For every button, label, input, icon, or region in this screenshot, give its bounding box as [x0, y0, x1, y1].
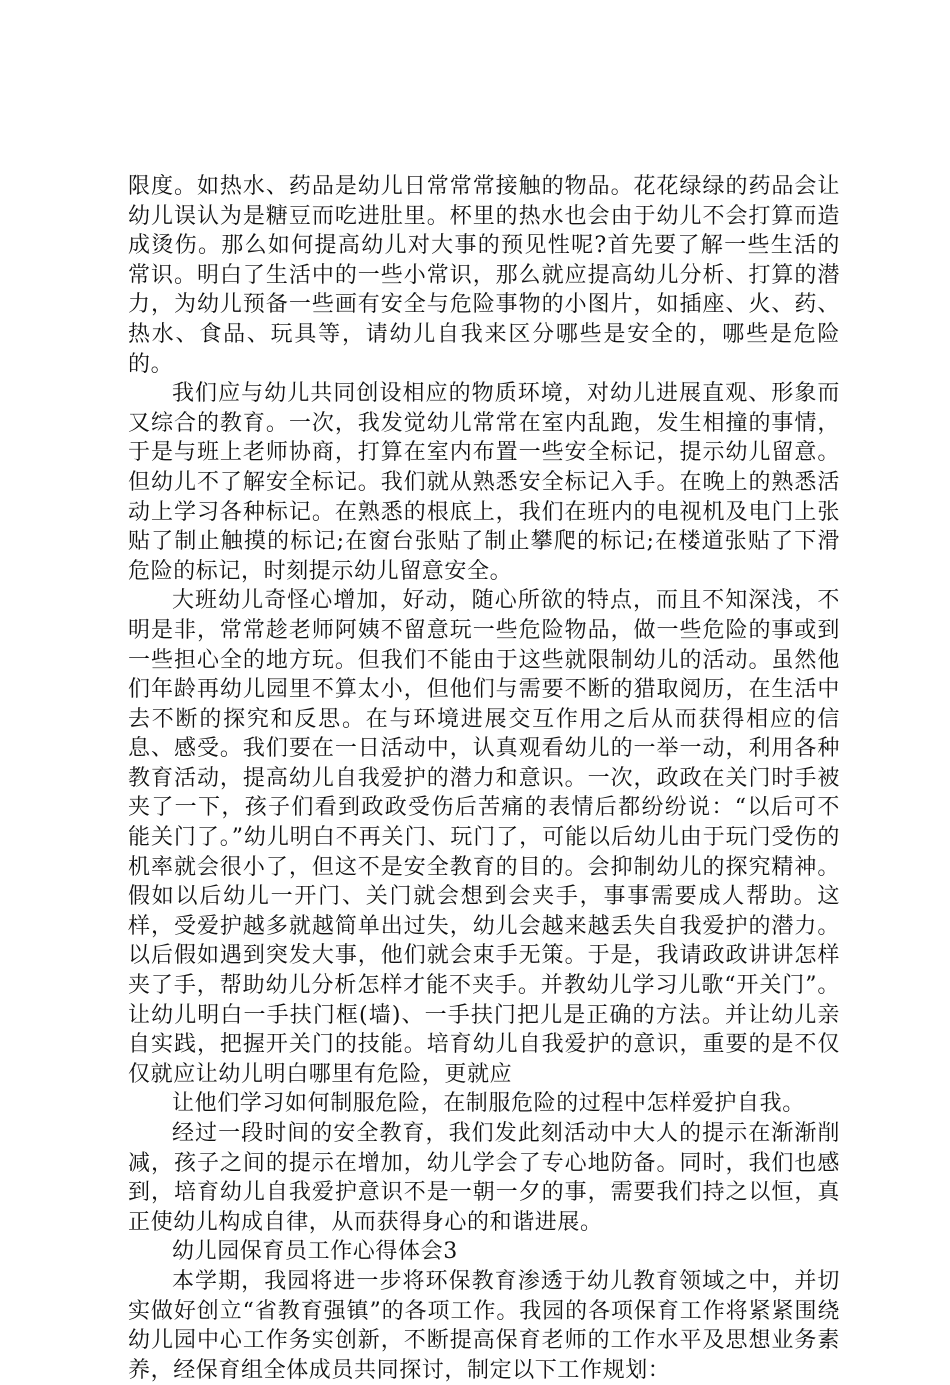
paragraph-semester-plan: 本学期，我园将进一步将环保教育渗透于幼儿教育领域之中，并切实做好创立“省教育强镇”的各项工作。我园的各项保育工作将紧紧围绕幼儿园中心工作务实创新，不断提高保育老师的工作水平及思想业务素养，经保育组全体成员共同探讨，制定以下工作规划： — [128, 1268, 840, 1383]
section-heading: 幼儿园保育员工作心得体会3 — [172, 1239, 458, 1265]
paragraph-safety-signs: 我们应与幼儿共同创设相应的物质环境，对幼儿进展直观、形象而又综合的教育。一次，我发觉幼儿常常在室内乱跑，发生相撞的事情，于是与班上老师协商，打算在室内布置一些安全标记，提示幼儿留意。但幼儿不了解安全标记。我们就从熟悉安全标记入手。在晚上的熟悉活动上学习各种标记。在熟悉的根底上，我们在班内的电视机及电门上张贴了制止触摸的标记;在窗台张贴了制止攀爬的标记;在楼道张贴了下滑危险的标记，时刻提示幼儿留意安全。 — [128, 381, 840, 584]
paragraph-safety-knowledge: 限度。如热水、药品是幼儿日常常常接触的物品。花花绿绿的药品会让幼儿误认为是糖豆而吃进肚里。杯里的热水也会由于幼儿不会打算而造成烫伤。那么如何提高幼儿对大事的预见性呢?首先要了解一些生活的常识。明白了生活中的一些小常识，那么就应提高幼儿分析、打算的潜力，为幼儿预备一些画有安全与危险事物的小图片，如插座、火、药、热水、食品、玩具等，请幼儿自我来区分哪些是安全的，哪些是危险的。 — [128, 174, 840, 377]
paragraph-door-story: 大班幼儿奇怪心增加，好动，随心所欲的特点，而且不知深浅，不明是非，常常趁老师阿姨不留意玩一些危险物品，做一些危险的事或到一些担心全的地方玩。但我们不能由于这些就限制幼儿的活动。虽然他们年龄再幼儿园里不算太小，但他们与需要不断的猎取阅历，在生活中去不断的探究和反思。在与环境进展交互作用之后从而获得相应的信息、感受。我们要在一日活动中，认真观看幼儿的一举一动，利用各种教育活动，提高幼儿自我爱护的潜力和意识。一次，政政在关门时手被夹了一下，孩子们看到政政受伤后苦痛的表情后都纷纷说：“以后可不能关门了。”幼儿明白不再关门、玩门了，可能以后幼儿由于玩门受伤的机率就会很小了，但这不是安全教育的目的。会抑制幼儿的探究精神。假如以后幼儿一开门、关门就会想到会夹手，事事需要成人帮助。这样，受爱护越多就越简单出过失，幼儿会越来越丢失自我爱护的潜力。以后假如遇到突发大事，他们就会束手无策。于是，我请政政讲讲怎样夹了手，帮助幼儿分析怎样才能不夹手。并教幼儿学习儿歌“开关门”。让幼儿明白一手扶门框(墙)、一手扶门把儿是正确的方法。并让幼儿亲自实践，把握开关门的技能。培育幼儿自我爱护的意识，重要的是不仅仅就应让幼儿明白哪里有危险，更就应 — [128, 588, 840, 1087]
paragraph-results: 经过一段时间的安全教育，我们发此刻活动中大人的提示在渐渐削减，孩子之间的提示在增加，幼儿学会了专心地防备。同时，我们也感到，培育幼儿自我爱护意识不是一朝一夕的事，需要我们持之以恒，真正使幼儿构成自律，从而获得身心的和谐进展。 — [128, 1121, 840, 1235]
document-body — [128, 172, 840, 1385]
paragraph-overcome-danger: 让他们学习如何制服危险，在制服危险的过程中怎样爱护自我。 — [172, 1091, 805, 1117]
